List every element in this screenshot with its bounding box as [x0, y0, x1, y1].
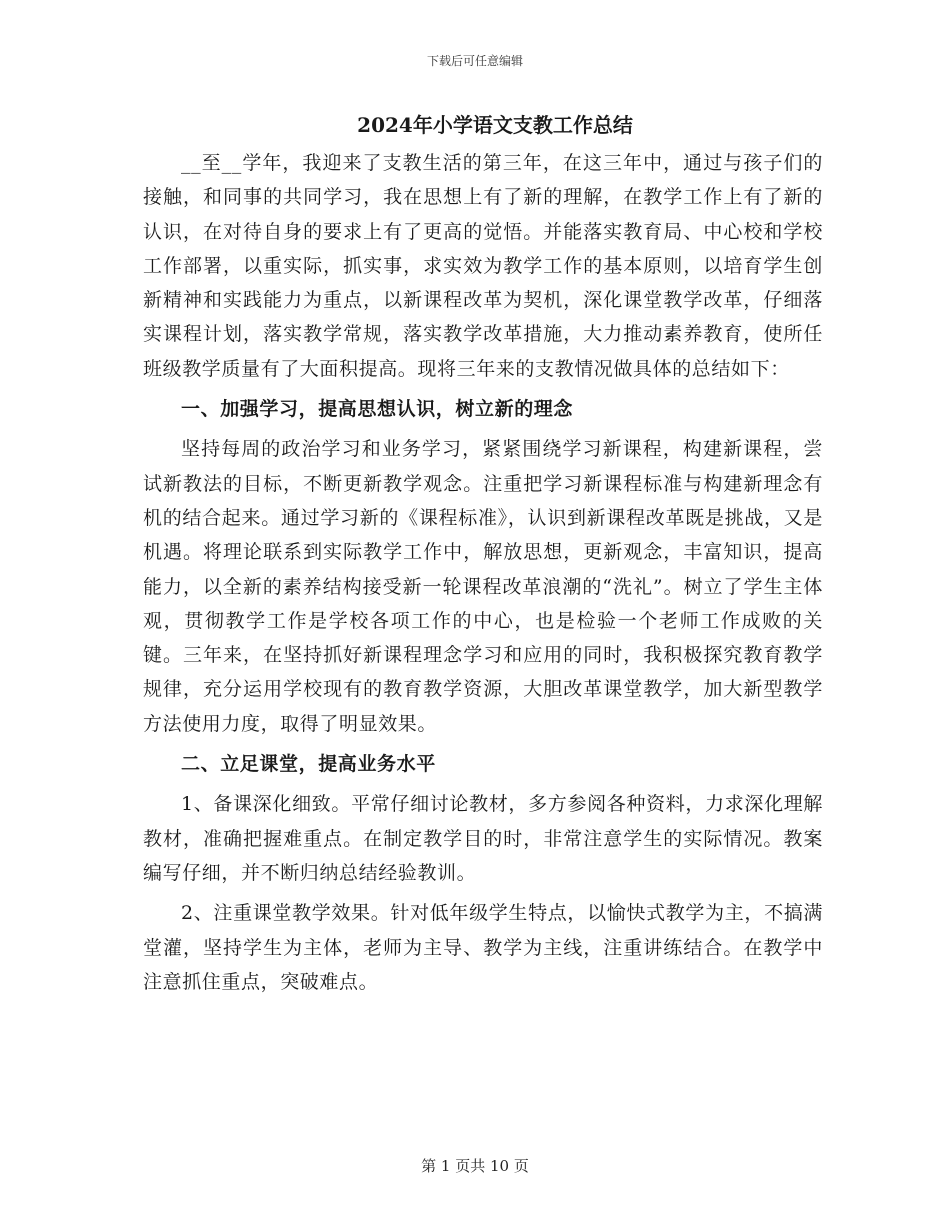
section-1-paragraph: 坚持每周的政治学习和业务学习，紧紧围绕学习新课程，构建新课程，尝试新教法的目标，不断更新教学观念。注重把学习新课程标准与构建新理念有机的结合起来。通过学习新的《课程标准》，认识到新课程改革既是挑战，又是机遇。将理论联系到实际教学工作中，解放思想，更新观念，丰富知识，提高能力，以全新的素养结构接受新一轮课程改革浪潮的“洗礼”。树立了学生主体观，贯彻教学工作是学校各项工作的中心，也是检验一个老师工作成败的关键。三年来，在坚持抓好新课程理念学习和应用的同时，我积极探究教育教学规律，充分运用学校现有的教育教学资源，大胆改革课堂教学，加大新型教学方法使用力度，取得了明显效果。 [143, 438, 823, 735]
header-note: 下载后可任意编辑 [426, 54, 523, 68]
section-2-item-2: 2、注重课堂教学效果。针对低年级学生特点，以愉快式教学为主，不搞满堂灌，坚持学生为主体，老师为主导、教学为主线，注重讲练结合。在教学中注意抓住重点，突破难点。 [143, 902, 823, 993]
intro-paragraph: __至__学年，我迎来了支教生活的第三年，在这三年中，通过与孩子们的接触，和同事的共同学习，我在思想上有了新的理解，在教学工作上有了新的认识，在对待自身的要求上有了更高的觉悟。并能落实教育局、中心校和学校工作部署，以重实际，抓实事，求实效为教学工作的基本原则，以培育学生创新精神和实践能力为重点，以新课程改革为契机，深化课堂教学改革，仔细落实课程计划，落实教学常规，落实教学改革措施，大力推动素养教育，使所任班级教学质量有了大面积提高。现将三年来的支教情况做具体的总结如下： [143, 152, 823, 380]
section-1-heading: 一、加强学习，提高思想认识，树立新的理念 [181, 398, 574, 421]
document-title: 2024年小学语文支教工作总结 [357, 113, 633, 137]
section-2-item-1: 1、备课深化细致。平常仔细讨论教材，多方参阅各种资料，力求深化理解教材，准确把握难重点。在制定教学目的时，非常注意学生的实际情况。教案编写仔细，并不断归纳总结经验教训。 [143, 793, 823, 884]
document-body [143, 108, 823, 999]
page-footer: 第 1 页共 10 页 [421, 1157, 529, 1175]
section-2-heading: 二、立足课堂，提高业务水平 [181, 753, 436, 776]
